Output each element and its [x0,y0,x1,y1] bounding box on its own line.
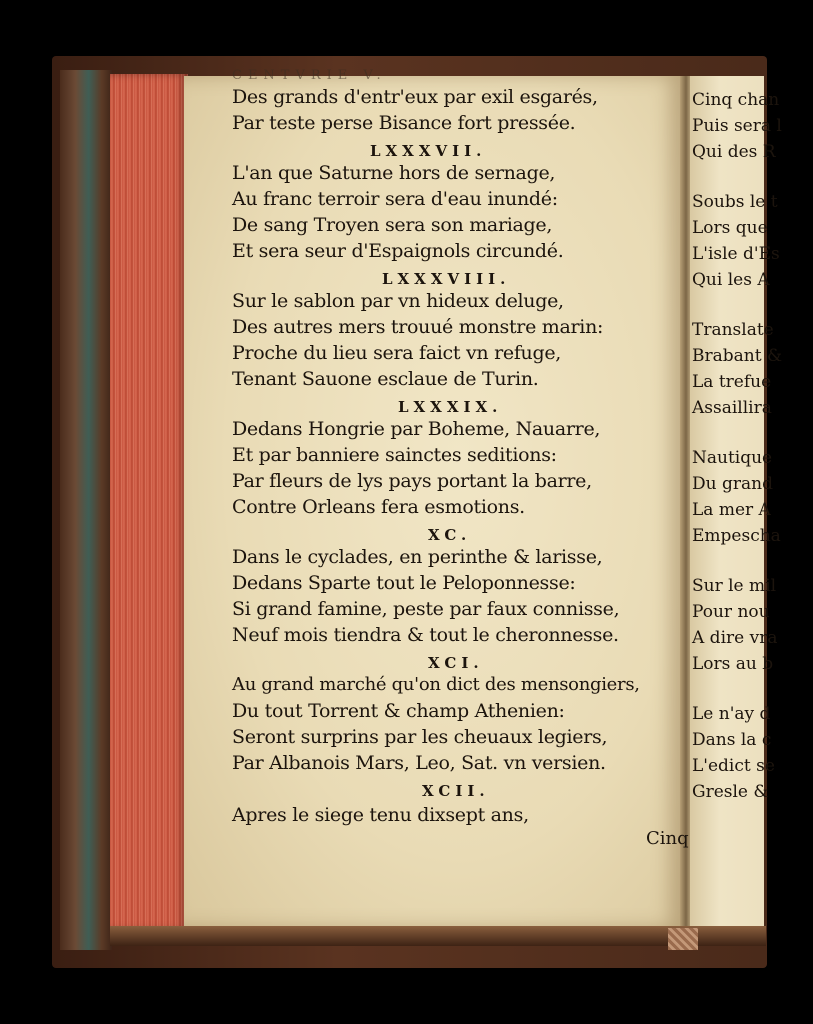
facing-line: Assaillira [692,398,772,418]
facing-line: Qui les A [692,270,770,290]
verse-line: Dans le cyclades, en perinthe & larisse, [232,546,603,568]
facing-line: L'edict se [692,756,775,776]
facing-line: Cinq chan [692,90,780,110]
verse-line: Neuf mois tiendra & tout le cheronnesse. [232,624,619,646]
facing-line: Sur le mil [692,576,777,596]
quatrain-number: LXXXIX. [398,398,503,416]
verse-line: Par fleurs de lys pays portant la barre, [232,470,592,492]
facing-line: Dans la c [692,730,772,750]
verse-line: Contre Orleans fera esmotions. [232,496,525,518]
facing-line: Lors au b [692,654,774,674]
facing-line: Soubs le t [692,192,778,212]
facing-line: La mer A [692,500,771,520]
catchword: Cinq [646,828,689,849]
facing-line: Le n'ay d [692,704,771,724]
verse-line: Du tout Torrent & champ Athenien: [232,700,565,722]
page-edges [110,74,188,930]
ribbon-marker [668,928,698,950]
facing-line: Brabant & [692,346,783,366]
verse-line: Des grands d'entr'eux par exil esgarés, [232,86,598,108]
verse-line: Dedans Hongrie par Boheme, Nauarre, [232,418,601,440]
verse-line: De sang Troyen sera son mariage, [232,214,553,236]
facing-line: Lors que [692,218,768,238]
quatrain-number: LXXXVIII. [382,270,511,288]
verse-line: Par teste perse Bisance fort pressée. [232,112,576,134]
facing-line: La trefue [692,372,772,392]
quatrain-number: XCI. [428,654,484,672]
facing-line: L'isle d'Es [692,244,780,264]
verse-line: Des autres mers trouué monstre marin: [232,316,604,338]
verse-line: Et sera seur d'Espaignols circundé. [232,240,564,262]
running-head: CENTVRIE V. [232,68,387,83]
verse-line: Sur le sablon par vn hideux deluge, [232,290,564,312]
facing-line: Nautique [692,448,773,468]
verse-line: Si grand famine, peste par faux connisse, [232,598,620,620]
quatrain-number: XC. [428,526,472,544]
verse-line: L'an que Saturne hors de sernage, [232,162,556,184]
verse-line: Dedans Sparte tout le Peloponnesse: [232,572,576,594]
verse-line: Seront surprins par les cheuaux legiers, [232,726,608,748]
verse-line: Proche du lieu sera faict vn refuge, [232,342,562,364]
verse-line: Apres le siege tenu dixsept ans, [232,804,529,826]
verse-line: Par Albanois Mars, Leo, Sat. vn versien. [232,752,606,774]
quatrain-number: XCII. [422,782,490,800]
quatrain-number: LXXXVII. [370,142,487,160]
book-spine [60,70,112,950]
facing-line: Empescha [692,526,781,546]
verse-line: Et par banniere sainctes seditions: [232,444,557,466]
facing-line: Puis sera l [692,116,782,136]
right-page [690,76,783,928]
verse-line: Tenant Sauone esclaue de Turin. [232,368,539,390]
facing-line: Du grand [692,474,773,494]
verse-line: Au grand marché qu'on dict des mensongiers, [232,674,640,695]
facing-line: Qui des R [692,142,776,162]
facing-line: Gresle & [692,782,769,802]
facing-line: A dire vra [692,628,778,648]
verse-line: Au franc terroir sera d'eau inundé: [232,188,558,210]
facing-line: Pour nou [692,602,770,622]
facing-line: Translate [692,320,774,340]
